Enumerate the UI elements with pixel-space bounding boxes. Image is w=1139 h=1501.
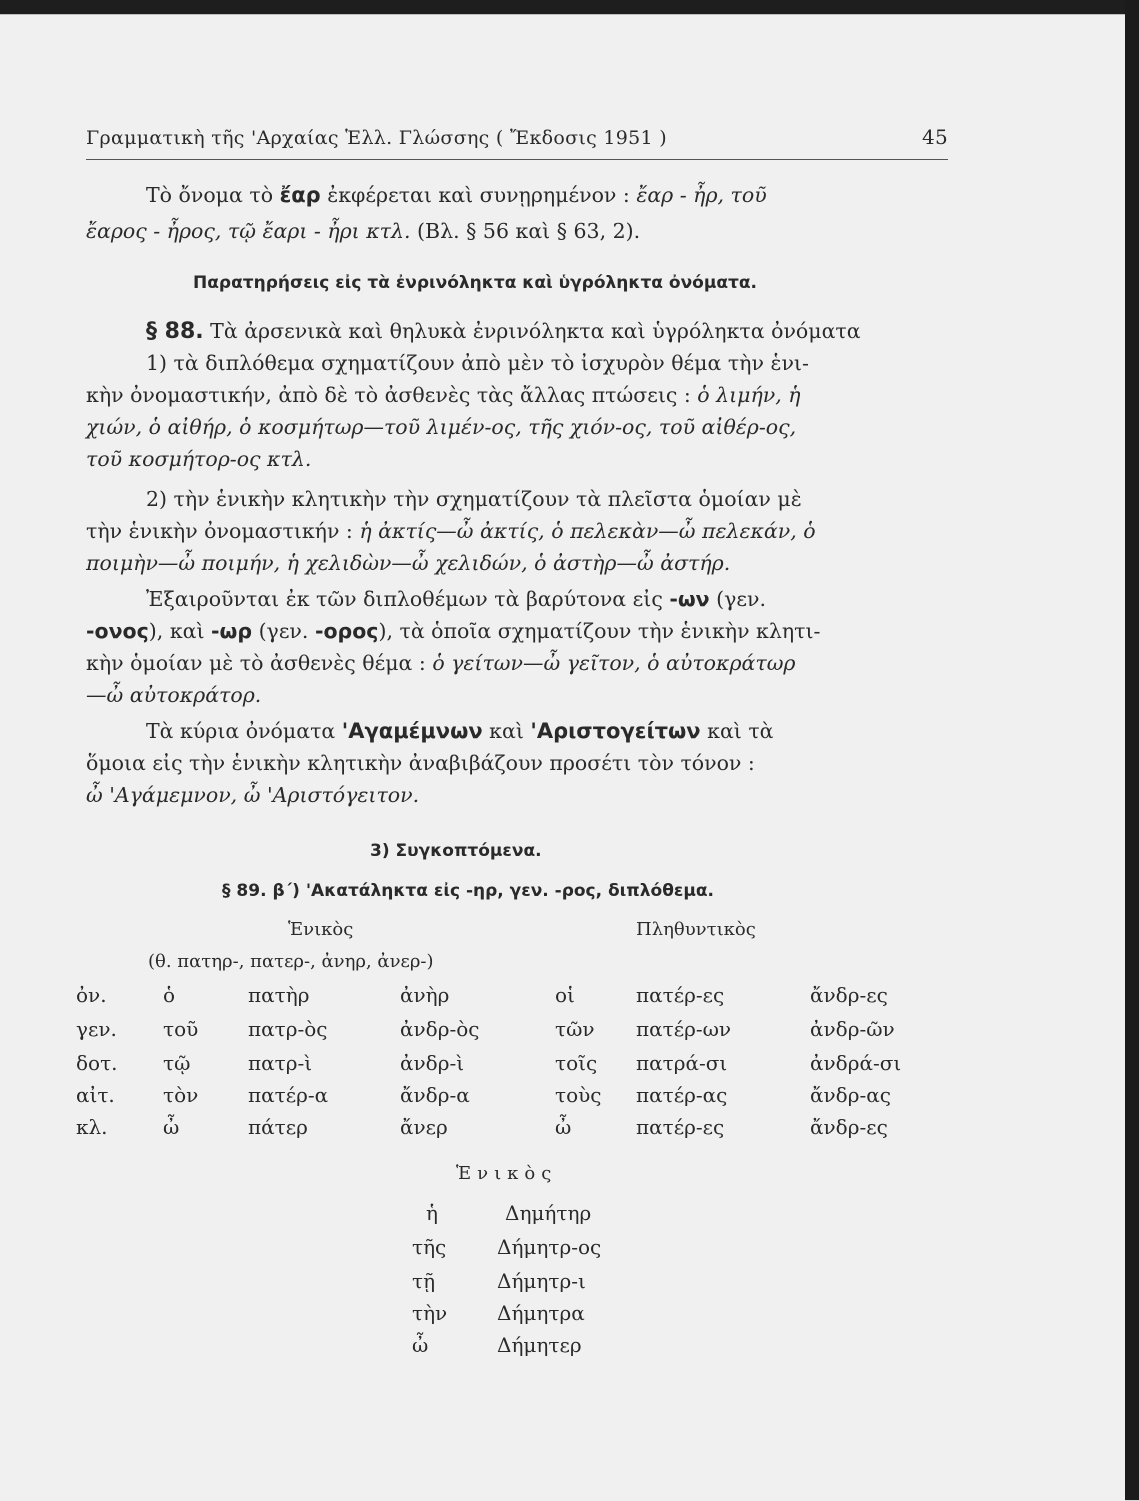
s88-line-5: τοῦ κοσμήτορ-ος κτλ. [86, 447, 312, 471]
section-number-88: § 88. [146, 319, 204, 344]
s88-line-11: κὴν ὁμοίαν μὲ τὸ ἀσθενὲς θέμα : ὁ γείτων—ὦ γεῖτον, ὁ αὐτοκράτωρ [86, 651, 796, 675]
observations-heading: Παρατηρήσεις εἰς τὰ ἐνρινόληκτα καὶ ὑγρόληκτα ὀνόματα. [193, 273, 758, 293]
s88-line-14: ὅμοια εἰς τὴν ἑνικὴν κλητικὴν ἀναβιβάζουν προσέτι τὸν τόνον : [86, 751, 755, 775]
page-number: 45 [921, 125, 948, 149]
scan-right-edge [1125, 0, 1139, 1500]
section-89-heading: § 89. β΄) 'Ακατάληκτα εἰς -ηρ, γεν. -ρος, διπλόθεμα. [222, 881, 714, 901]
s88-line-10: -ονος), καὶ -ωρ (γεν. -ορος), τὰ ὁποῖα σχηματίζουν τὴν ἑνικὴν κλητι- [86, 619, 821, 643]
s88-line-13: Τὰ κύρια ὀνόματα 'Αγαμέμνων καὶ 'Αριστογείτων καὶ τὰ [146, 719, 774, 743]
intro-line-1: Τὸ ὄνομα τὸ ἔαρ ἐκφέρεται καὶ συνῃρημένον : ἔαρ - ἦρ, τοῦ [146, 183, 767, 207]
s88-line-1: § 88. Τὰ ἀρσενικὰ καὶ θηλυκὰ ἐνρινόληκτα καὶ ὑγρόληκτα ὀνόματα [146, 319, 861, 344]
syncopated-heading: 3) Συγκοπτόμενα. [370, 841, 542, 861]
intro-line-2: ἔαρος - ἦρος, τῷ ἔαρι - ἦρι κτλ. (Βλ. § 56 καὶ § 63, 2). [86, 219, 641, 243]
s88-line-12: —ὦ αὐτοκράτορ. [86, 683, 262, 707]
demeter-header: Ἑνικὸς [456, 1163, 558, 1184]
s88-line-9: Ἐξαιροῦνται ἐκ τῶν διπλοθέμων τὰ βαρύτονα εἰς -ων (γεν. [146, 587, 766, 611]
themes-note: (θ. πατηρ-, πατερ-, ἀνηρ, ἀνερ-) [148, 951, 434, 972]
singular-header: Ἑνικὸς [288, 919, 354, 940]
book-page: Γραμματικὴ τῆς 'Αρχαίας Ἑλλ. Γλώσσης ( Ἔκδοσις 1951 ) 45 Τὸ ὄνομα τὸ ἔαρ ἐκφέρεται καὶ συνῃρημένον : ἔαρ - ἦρ, τοῦ ἔαρος - ἦρος, τῷ ἔαρι - ἦρι κτλ. (Βλ. § 56 καὶ § 63, 2). Παρατηρήσεις εἰς τὰ ἐνρινόληκτα καὶ ὑγρόληκτα ὀνόματα. § 88. Τὰ ἀρσενικὰ καὶ θηλυκὰ ἐνρινόληκτα καὶ ὑγρόληκτα ὀνόματα 1) τὰ διπλόθεμα σχηματίζουν ἀπὸ μὲν τὸ ἰσχυρὸν θέμα τὴν ἑνι- κὴν ὀνομαστικήν, ἀπὸ δὲ τὸ ἀσθενὲς τὰς ἄλλας πτώσεις : ὁ λιμήν, ἡ χιών, ὁ αἰθήρ, ὁ κοσμήτωρ—τοῦ λιμέν-ος, τῆς χιόν-ος, τοῦ αἰθέρ-ος, τοῦ κοσμήτορ-ος κτλ. 2) τὴν ἑνικὴν κλητικὴν τὴν σχηματίζουν τὰ πλεῖστα ὁμοίαν μὲ τὴν ἑνικὴν ὀνομαστικήν : ἡ ἀκτίς—ὦ ἀκτίς, ὁ πελεκὰν—ὦ πελεκάν, ὁ ποιμὴν—ὦ ποιμήν, ἡ χελιδὼν—ὦ χελιδών, ὁ ἀστὴρ—ὦ ἀστήρ. Ἐξαιροῦνται ἐκ τῶν διπλοθέμων τὰ βαρύτονα εἰς -ων (γεν. -ονος), καὶ -ωρ (γεν. -ορος), τὰ ὁποῖα σχηματίζουν τὴν ἑνικὴν κλητι- κὴν ὁμοίαν μὲ τὸ ἀσθενὲς θέμα : ὁ γείτων—ὦ γεῖτον, ὁ αὐτοκράτωρ —ὦ αὐτοκράτορ. Τὰ κύρια ὀνόματα 'Αγαμέμνων καὶ 'Αριστογείτων καὶ τὰ ὅμοια εἰς τὴν ἑνικὴν κλητικὴν ἀναβιβάζουν προσέτι τὸν τόνον : ὦ 'Αγάμεμνον, ὦ 'Αριστόγειτον. 3) Συγκοπτόμενα. § 89. β΄) 'Ακατάληκτα εἰς -ηρ, γεν. -ρος, διπλόθεμα. Ἑνικὸς Πληθυντικὸς (θ. πατηρ-, πατερ-, ἀνηρ, ἀνερ-) ὀν. ὁ πατὴρ ἀνὴρ οἱ πατέρ-ες ἄνδρ-ες γεν. τοῦ πατρ-ὸς ἀνδρ-ὸς τῶν πατέρ-ων ἀνδρ-ῶν δοτ. τῷ πατρ-ὶ ἀνδρ-ὶ τοῖς πατρά-σι ἀνδρά-σι αἰτ. τὸν πατέρ-α ἄνδρ-α τοὺς πατέρ-ας ἄνδρ-ας κλ. ὦ πάτερ ἄνερ ὦ πατέρ-ες ἄνδρ-ες Ἑνικὸς ἡ Δημήτηρ τῆς Δήμητρ-ος τῇ Δήμητρ-ι τὴν Δήμητρα ὦ Δήμητερ [0, 14, 1125, 1501]
s88-line-3: κὴν ὀνομαστικήν, ἀπὸ δὲ τὸ ἀσθενὲς τὰς ἄλλας πτώσεις : ὁ λιμήν, ἡ [86, 383, 801, 407]
section-number-89: § 89. [222, 881, 267, 901]
running-title: Γραμματικὴ τῆς 'Αρχαίας Ἑλλ. Γλώσσης ( Ἔκδοσις 1951 ) [86, 127, 668, 149]
s88-line-4: χιών, ὁ αἰθήρ, ὁ κοσμήτωρ—τοῦ λιμέν-ος, τῆς χιόν-ος, τοῦ αἰθέρ-ος, [86, 415, 797, 439]
s88-line-8: ποιμὴν—ὦ ποιμήν, ἡ χελιδὼν—ὦ χελιδών, ὁ ἀστὴρ—ὦ ἀστήρ. [86, 551, 731, 575]
scan-top-edge [0, 0, 1139, 14]
s88-line-6: 2) τὴν ἑνικὴν κλητικὴν τὴν σχηματίζουν τὰ πλεῖστα ὁμοίαν μὲ [146, 487, 802, 511]
s88-line-7: τὴν ἑνικὴν ὀνομαστικήν : ἡ ἀκτίς—ὦ ἀκτίς, ὁ πελεκὰν—ὦ πελεκάν, ὁ [86, 519, 816, 543]
s88-line-2: 1) τὰ διπλόθεμα σχηματίζουν ἀπὸ μὲν τὸ ἰσχυρὸν θέμα τὴν ἑνι- [146, 351, 809, 375]
running-header [86, 115, 948, 160]
plural-header: Πληθυντικὸς [636, 919, 756, 940]
s88-line-15: ὦ 'Αγάμεμνον, ὦ 'Αριστόγειτον. [86, 783, 420, 807]
